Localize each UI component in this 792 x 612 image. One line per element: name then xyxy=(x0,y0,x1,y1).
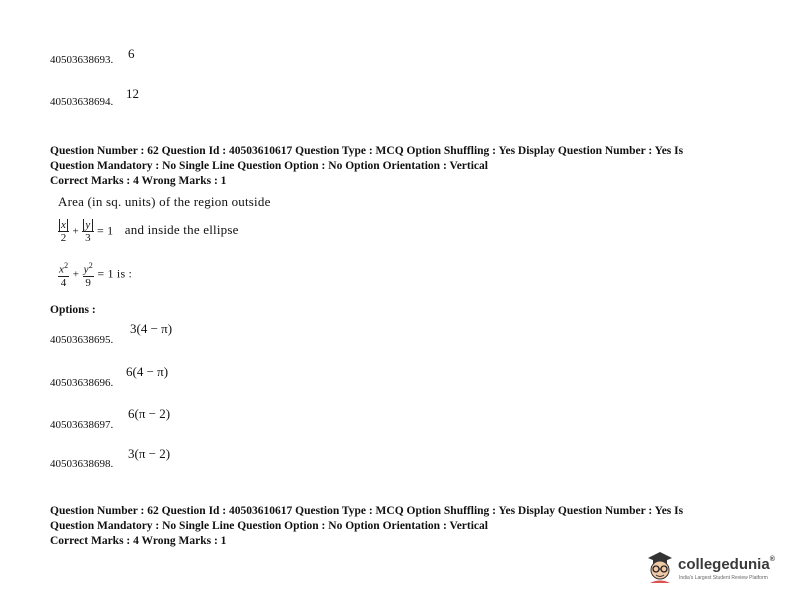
student-mascot-icon xyxy=(645,550,675,584)
option-value: 3(4 − π) xyxy=(130,321,173,336)
logo-wordmark: collegedunia® xyxy=(678,556,775,573)
option-id: 40503638697. xyxy=(50,419,114,431)
question-equation-2: $\frac{x^2}{4}$ + $\frac{y^2}{9}$ = 1 is : xyxy=(59,261,133,289)
next-question-header xyxy=(50,504,750,549)
option-id: 40503638698. xyxy=(50,458,114,470)
option-value: 6(4 − π) xyxy=(126,364,169,379)
option-id: 40503638693. xyxy=(50,54,114,66)
fraction-y-over-3: $\frac{y}{3}$ xyxy=(82,219,93,244)
option-value: 3(π − 2) xyxy=(128,446,171,461)
fraction-y2-over-9: $\frac{y^2}{9}$ xyxy=(83,261,93,289)
prev-option-1 xyxy=(50,46,135,68)
option-3 xyxy=(50,406,171,433)
logo-tagline: India's Largest Student Review Platform xyxy=(679,575,768,581)
option-id: 40503638695. xyxy=(50,334,114,346)
question-header xyxy=(50,144,750,189)
header-line-1: Question Number : 62 Question Id : 40503610617 Question Type : MCQ Option Shuffling : Yes Display Question Number : Yes Is xyxy=(50,505,684,517)
header-line-1: Question Number : 62 Question Id : 40503610617 Question Type : MCQ Option Shuffling : Yes Display Question Number : Yes Is xyxy=(50,145,684,157)
prev-option-2 xyxy=(50,86,139,110)
options-label: Options : xyxy=(50,304,96,316)
header-line-2: Question Mandatory : No Single Line Question Option : No Option Orientation : Vertical xyxy=(50,159,488,172)
abs-y: y xyxy=(85,219,91,231)
fraction-x-over-2: $\frac{x}{2}$ xyxy=(58,219,69,244)
header-line-2: Question Mandatory : No Single Line Question Option : No Option Orientation : Vertical xyxy=(50,519,488,532)
collegedunia-logo xyxy=(645,550,785,590)
option-1 xyxy=(50,321,173,348)
question-text-line-1: Area (in sq. units) of the region outside xyxy=(58,194,271,209)
option-id: 40503638694. xyxy=(50,96,114,108)
option-value: 6(π − 2) xyxy=(128,406,171,421)
fraction-x2-over-4: $\frac{x^2}{4}$ xyxy=(59,261,69,289)
and-inside-text: and inside the ellipse xyxy=(124,222,239,238)
marks-line: Correct Marks : 4 Wrong Marks : 1 xyxy=(50,535,227,547)
abs-x: x xyxy=(61,219,67,231)
option-value: 6 xyxy=(128,46,135,61)
marks-line: Correct Marks : 4 Wrong Marks : 1 xyxy=(50,175,227,187)
option-id: 40503638696. xyxy=(50,377,114,389)
option-value: 12 xyxy=(126,86,139,101)
question-equation-1: $\frac{x}{2}$ + $\frac{y}{3}$ = 1 and inside the ellipse xyxy=(58,219,239,244)
option-2 xyxy=(50,364,169,391)
option-4 xyxy=(50,446,171,472)
